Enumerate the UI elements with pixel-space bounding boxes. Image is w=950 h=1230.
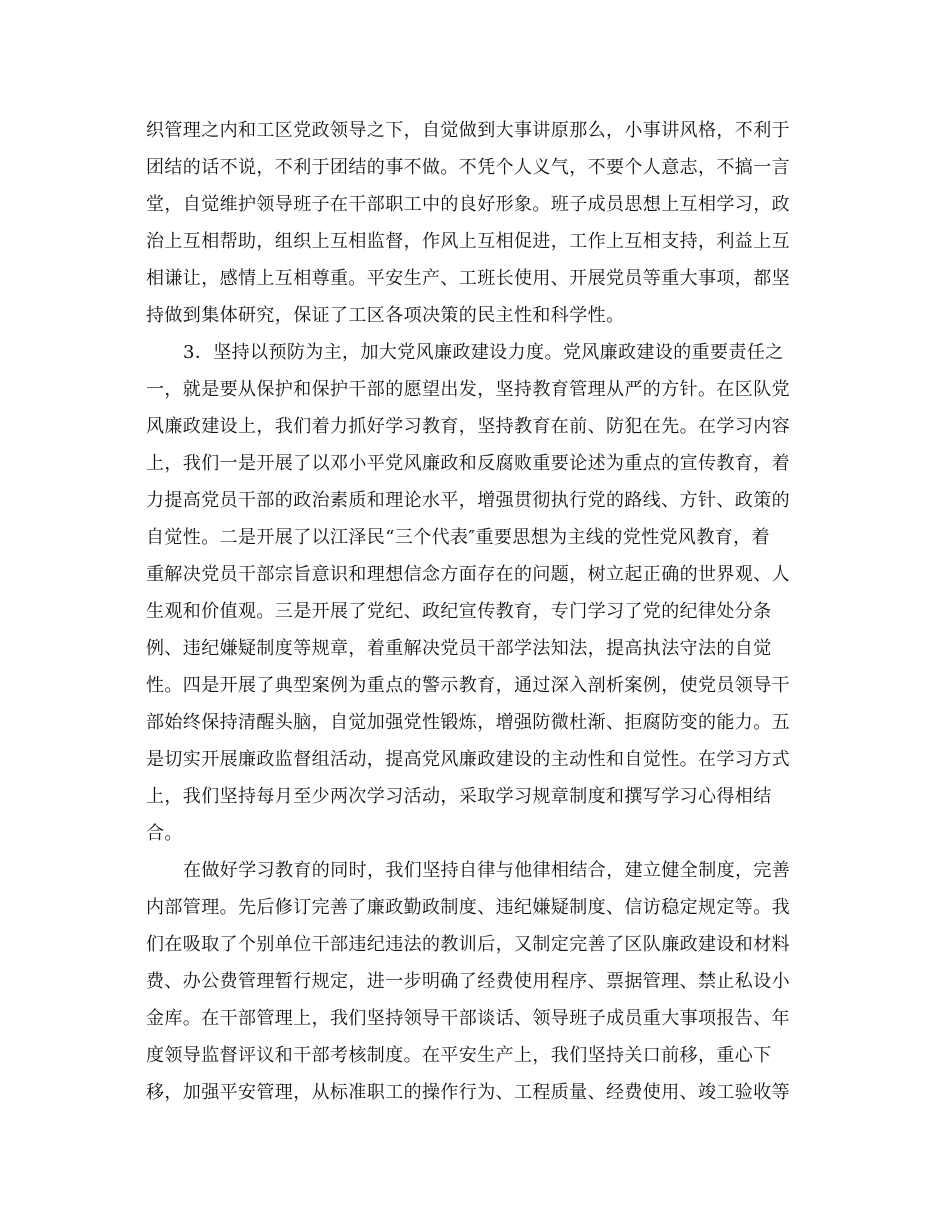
text-line: 重解决党员干部宗旨意识和理想信念方面存在的问题，树立起正确的世界观、人 [146,564,790,585]
text-line: 费、办公费管理暂行规定，进一步明确了经费使用程序、票据管理、禁止私设小 [146,971,790,992]
text-line: 持做到集体研究，保证了工区各项决策的民主性和科学性。 [146,305,625,326]
text-line: 团结的话不说，不利于团结的事不做。不凭个人义气，不要个人意志，不搞一言 [146,157,790,178]
paragraph-3 [146,852,806,1111]
text-line: 上，我们一是开展了以邓小平党风廉政和反腐败重要论述为重点的宣传教育，着 [146,453,790,474]
text-line: 堂，自觉维护领导班子在干部职工中的良好形象。班子成员思想上互相学习，政 [146,194,790,215]
paragraph-2 [146,334,806,852]
text-line: 一，就是要从保护和保护干部的愿望出发，坚持教育管理从严的方针。在区队党 [146,379,790,400]
text-line: 在做好学习教育的同时，我们坚持自律与他律相结合，建立健全制度，完善 [183,860,791,881]
text-line: 上，我们坚持每月至少两次学习活动，采取学习规章制度和撰写学习心得相结 [146,786,772,807]
text-line: 生观和价值观。三是开展了党纪、政纪宣传教育，专门学习了党的纪律处分条 [146,601,772,622]
text-line: 力提高党员干部的政治素质和理论水平，增强贯彻执行党的路线、方针、政策的 [146,490,790,511]
text-line: 内部管理。先后修订完善了廉政勤政制度、违纪嫌疑制度、信访稳定规定等。我 [146,897,790,918]
document-body [146,112,806,1111]
text-line: 3．坚持以预防为主，加大党风廉政建设力度。党风廉政建设的重要责任之 [183,342,784,363]
text-line: 例、违纪嫌疑制度等规章，着重解决党员干部学法知法，提高执法守法的自觉 [146,638,772,659]
text-line: 移，加强平安管理，从标准职工的操作行为、工程质量、经费使用、竣工验收等 [146,1082,790,1103]
text-line: 是切实开展廉政监督组活动，提高党风廉政建设的主动性和自觉性。在学习方式 [146,749,790,770]
text-line: 相谦让，感情上互相尊重。平安生产、工班长使用、开展党员等重大事项，都坚 [146,268,790,289]
text-line: 织管理之内和工区党政领导之下，自觉做到大事讲原那么，小事讲风格，不利于 [146,120,790,141]
text-line: 金库。在干部管理上，我们坚持领导干部谈话、领导班子成员重大事项报告、年 [146,1008,790,1029]
paragraph-1 [146,112,806,334]
text-line: 治上互相帮助，组织上互相监督，作风上互相促进，工作上互相支持，利益上互 [146,231,790,252]
text-line: 们在吸取了个别单位干部违纪违法的教训后，又制定完善了区队廉政建设和材料 [146,934,790,955]
text-line: 自觉性。二是开展了以江泽民“三个代表″重要思想为主线的党性党风教育，着 [146,527,770,548]
text-line: 合。 [146,823,183,844]
text-line: 度领导监督评议和干部考核制度。在平安生产上，我们坚持关口前移，重心下 [146,1045,772,1066]
text-line: 性。四是开展了典型案例为重点的警示教育，通过深入剖析案例，使党员领导干 [146,675,790,696]
text-line: 部始终保持清醒头脑，自觉加强党性锻炼，增强防微杜渐、拒腐防变的能力。五 [146,712,790,733]
text-line: 风廉政建设上，我们着力抓好学习教育，坚持教育在前、防犯在先。在学习内容 [146,416,790,437]
